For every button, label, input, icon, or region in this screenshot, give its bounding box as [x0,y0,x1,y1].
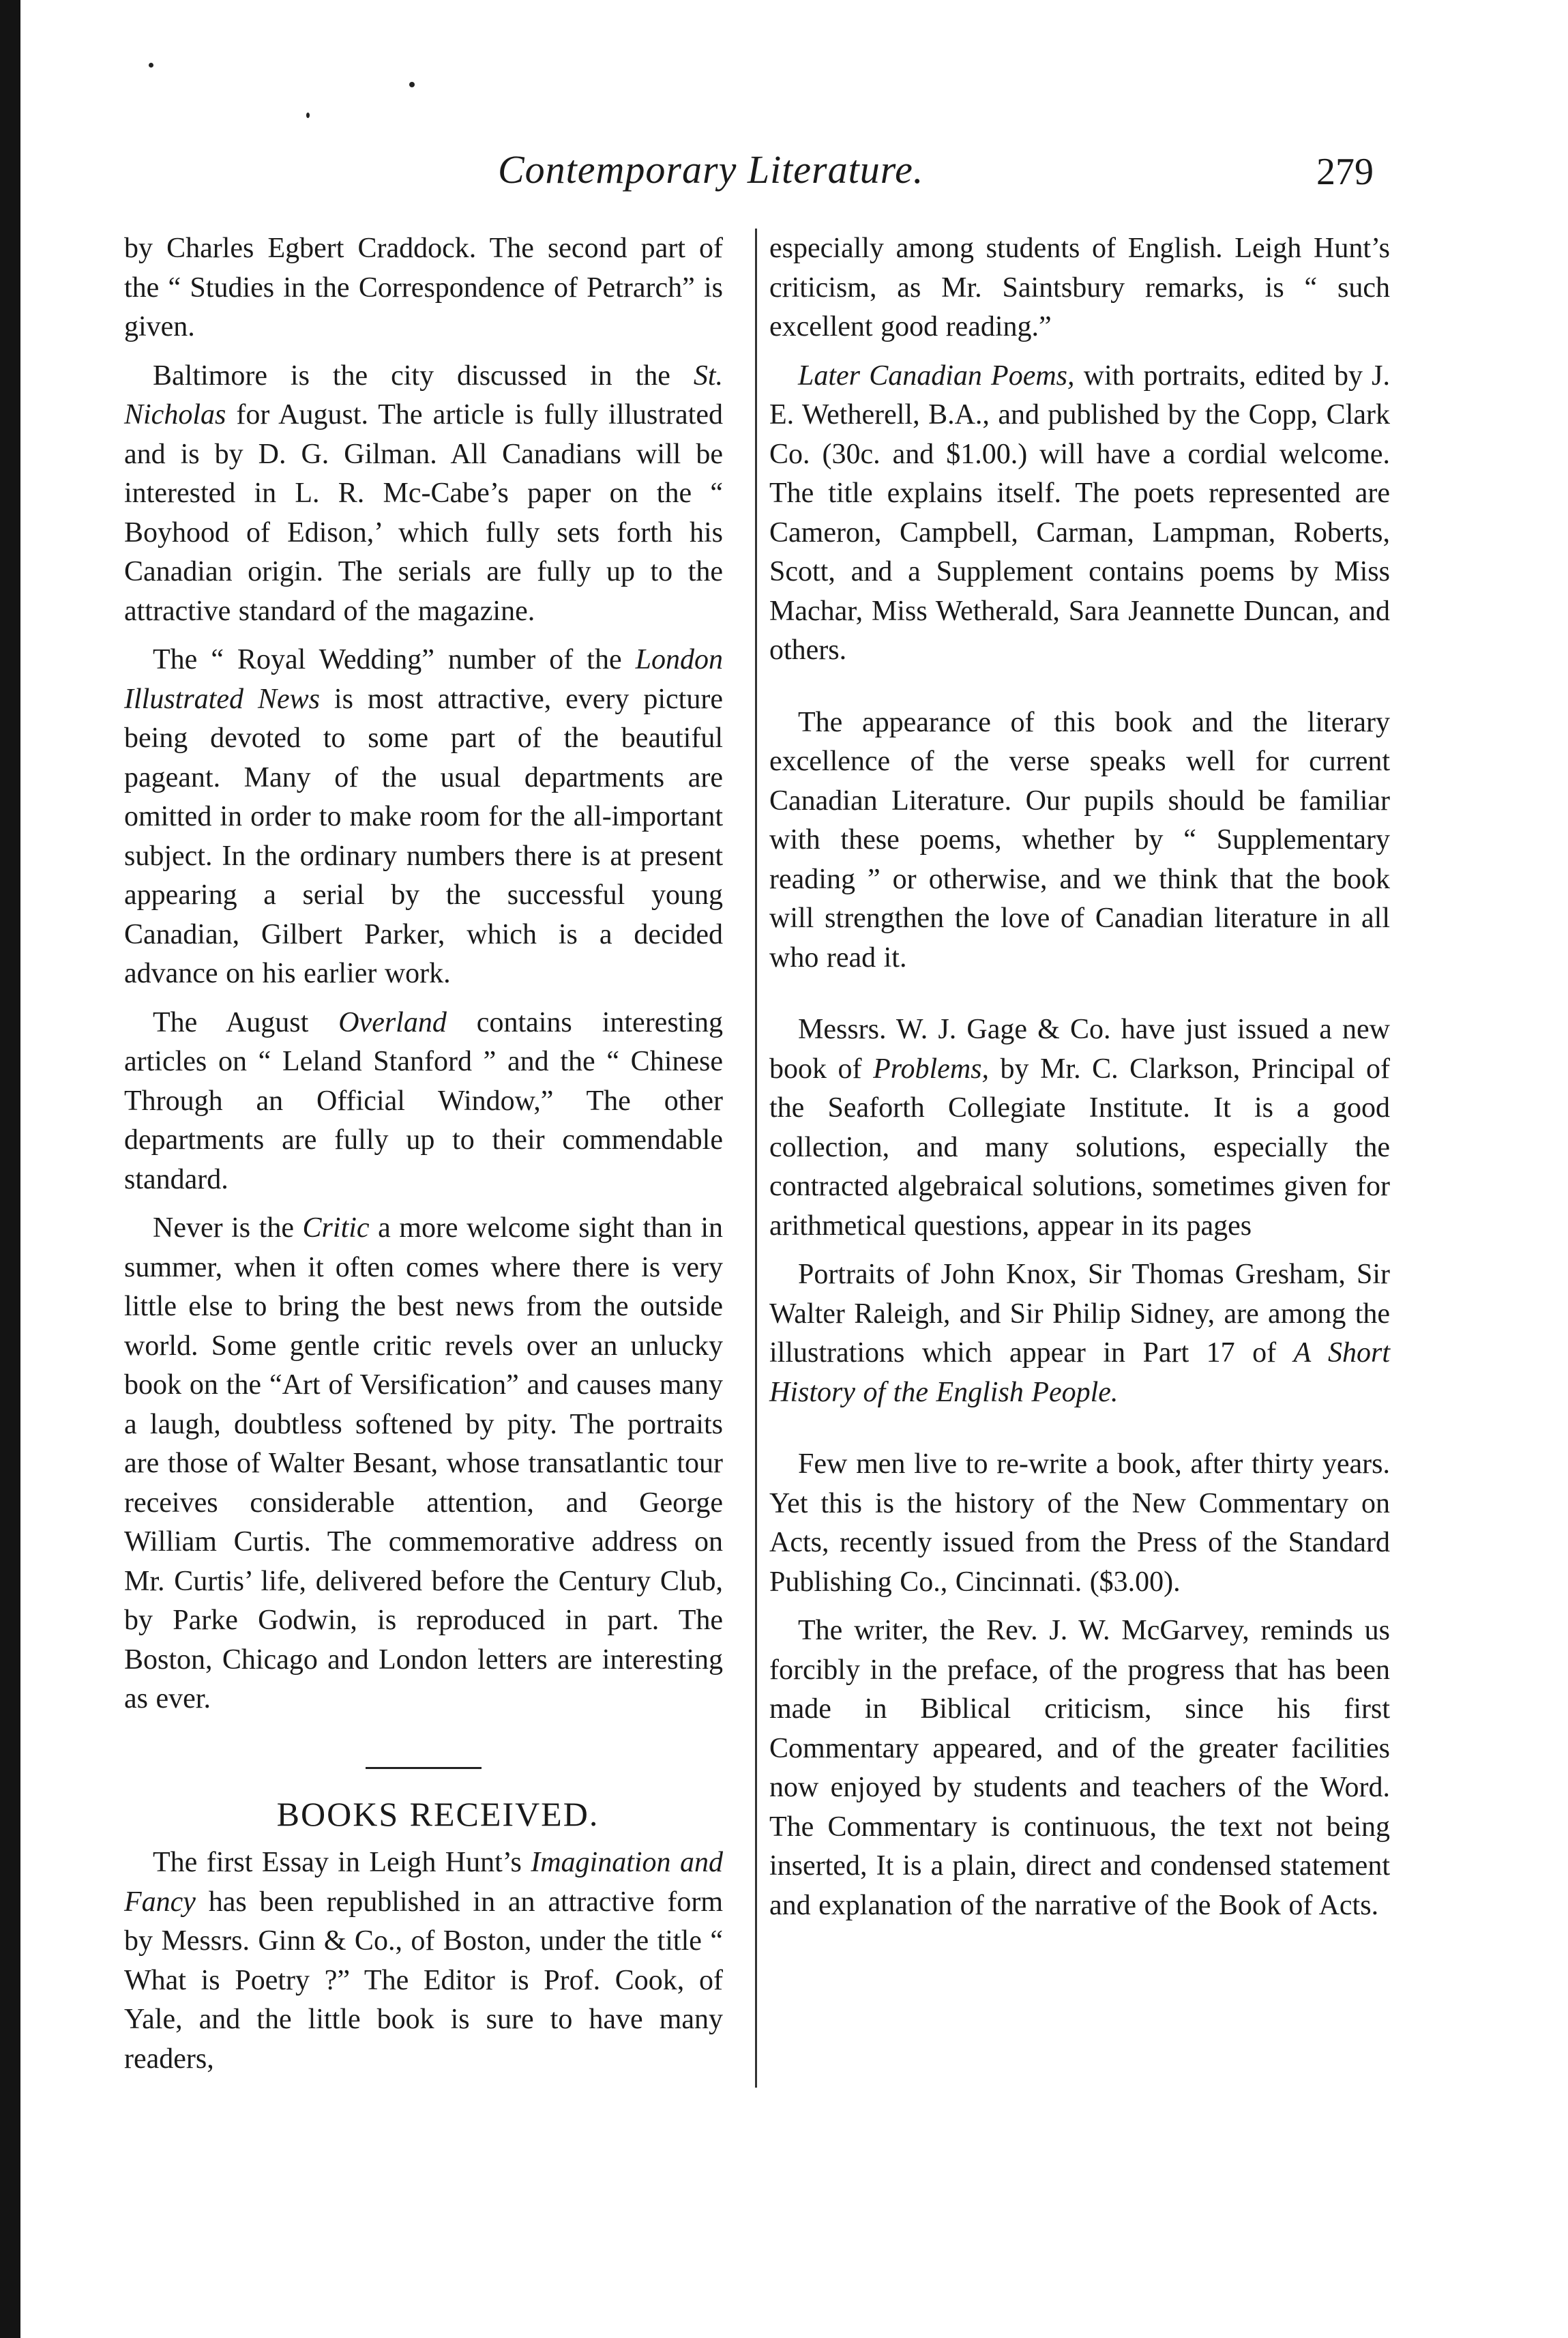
book-title: Imagination and Fancy [124,1847,723,1918]
scan-speck [306,113,310,118]
paragraph-london-news: The “ Royal Wedding” number of the London Illustrated News is most attractive, every picture being devoted to some part of the beautiful pageant. Many of the usual departments are omitted in order to make room for the all-important subject. In the ordinary numbers there is at present appearing a serial by the successful young Canadian, Gilbert Parker, which is a decided advance on his earlier work. [124,644,723,989]
paragraph-overland: The August Overland contains interesting articles on “ Leland Stanford ” and the “ Chinese Through an Official Window,” The other departments are fully up to their commendable standard. [124,1006,723,1195]
paragraph-continuation: especially among students of English. Leigh Hunt’s criticism, as Mr. Saintsbury remarks, is “ such excellent good reading.” [769,233,1390,342]
book-title: Problems, [873,1053,989,1085]
paragraph-mcgarvey: The writer, the Rev. J. W. McGarvey, reminds us forcibly in the preface, of the progress that has been made in Biblical criticism, since his first Commentary appeared, and of the greater facilities now enjoyed by students and teachers of the Word. The Commentary is continuous, the text not being inserted, It is a plain, direct and condensed statement and explanation of the narrative of the Book of Acts. [769,1615,1390,1921]
magazine-title: Overland [338,1006,447,1038]
scan-speck [409,82,415,87]
paragraph-continuation: by Charles Egbert Craddock. The second part of the “ Studies in the Correspondence of Petrarch” is given. [124,233,723,342]
paragraph-problems: Messrs. W. J. Gage & Co. have just issued a new book of Problems, by Mr. C. Clarkson, Principal of the Seaforth Collegiate Institute. It is a good collection, and many solutions, especially the contracted algebraical solutions, sometimes given for arithmetical questions, appear in its pages [769,1014,1390,1242]
paragraph-commentary: Few men live to re-write a book, after thirty years. Yet this is the history of the New Commentary on Acts, recently issued from the Press of the Standard Publishing Co., Cincinnati. ($3.00). [769,1448,1390,1598]
scan-edge-bar [0,0,20,2338]
column-divider [755,229,757,2088]
book-title: A Short History of the English People. [769,1337,1390,1408]
right-column [769,229,1390,1925]
magazine-title: St. Nicholas [124,360,723,430]
paragraph-st-nicholas: Baltimore is the city discussed in the St. Nicholas for August. The article is fully illustrated and is by D. G. Gilman. All Canadians will be interested in L. R. Mc-Cabe’s paper on the “ Boyhood of Edison,’ which fully sets forth his Canadian origin. The serials are fully up to the attractive standard of the magazine. [124,360,723,627]
paragraph-canadian-literature: The appearance of this book and the literary excellence of the verse speaks well for current Canadian Literature. Our pupils should be familiar with these poems, whether by “ Supplementary reading ” or otherwise, and we think that the book will strengthen the love of Canadian literature in all who read it. [769,706,1390,974]
book-title: Later Canadian Poems, [798,360,1075,392]
page-number: 279 [1316,151,1374,193]
paragraph-portraits: Portraits of John Knox, Sir Thomas Gresham, Sir Walter Raleigh, and Sir Philip Sidney, are among the illustrations which appear in Part 17 of A Short History of the English People. [769,1259,1390,1408]
section-heading: BOOKS RECEIVED. [276,1794,600,1833]
magazine-title: Critic [302,1212,370,1244]
running-head: Contemporary Literature. [498,147,924,192]
magazine-title: London Illustrated News [124,644,723,715]
scan-speck [149,63,153,68]
paragraph-critic: Never is the Critic a more welcome sight than in summer, when it often comes where there is very little else to bring the best news from the outside world. Some gentle critic revels over an unlucky book on the “Art of Versification” and causes many a laugh, doubtless softened by pity. The portraits are those of Walter Besant, whose transatlantic tour receives considerable attention, and George William Curtis. The commemorative address on Mr. Curtis’ life, delivered before the Century Club, by Parke Godwin, is reproduced in part. The Boston, Chicago and London letters are interesting as ever. [124,1212,723,1714]
paragraph-leigh-hunt: The first Essay in Leigh Hunt’s Imagination and Fancy has been republished in an attractive form by Messrs. Ginn & Co., of Boston, under the title “ What is Poetry ?” The Editor is Prof. Cook, of Yale, and the little book is sure to have many readers, [124,1847,723,2075]
paragraph-canadian-poems: Later Canadian Poems, with portraits, edited by J. E. Wetherell, B.A., and published by the Copp, Clark Co. (30c. and $1.00.) will have a cordial welcome. The title explains itself. The poets represented are Cameron, Campbell, Carman, Lampman, Roberts, Scott, and a Supplement contains poems by Miss Machar, Miss Wetherald, Sara Jeannette Duncan, and others. [769,360,1391,666]
left-column [124,229,723,2079]
section-rule [366,1767,482,1769]
